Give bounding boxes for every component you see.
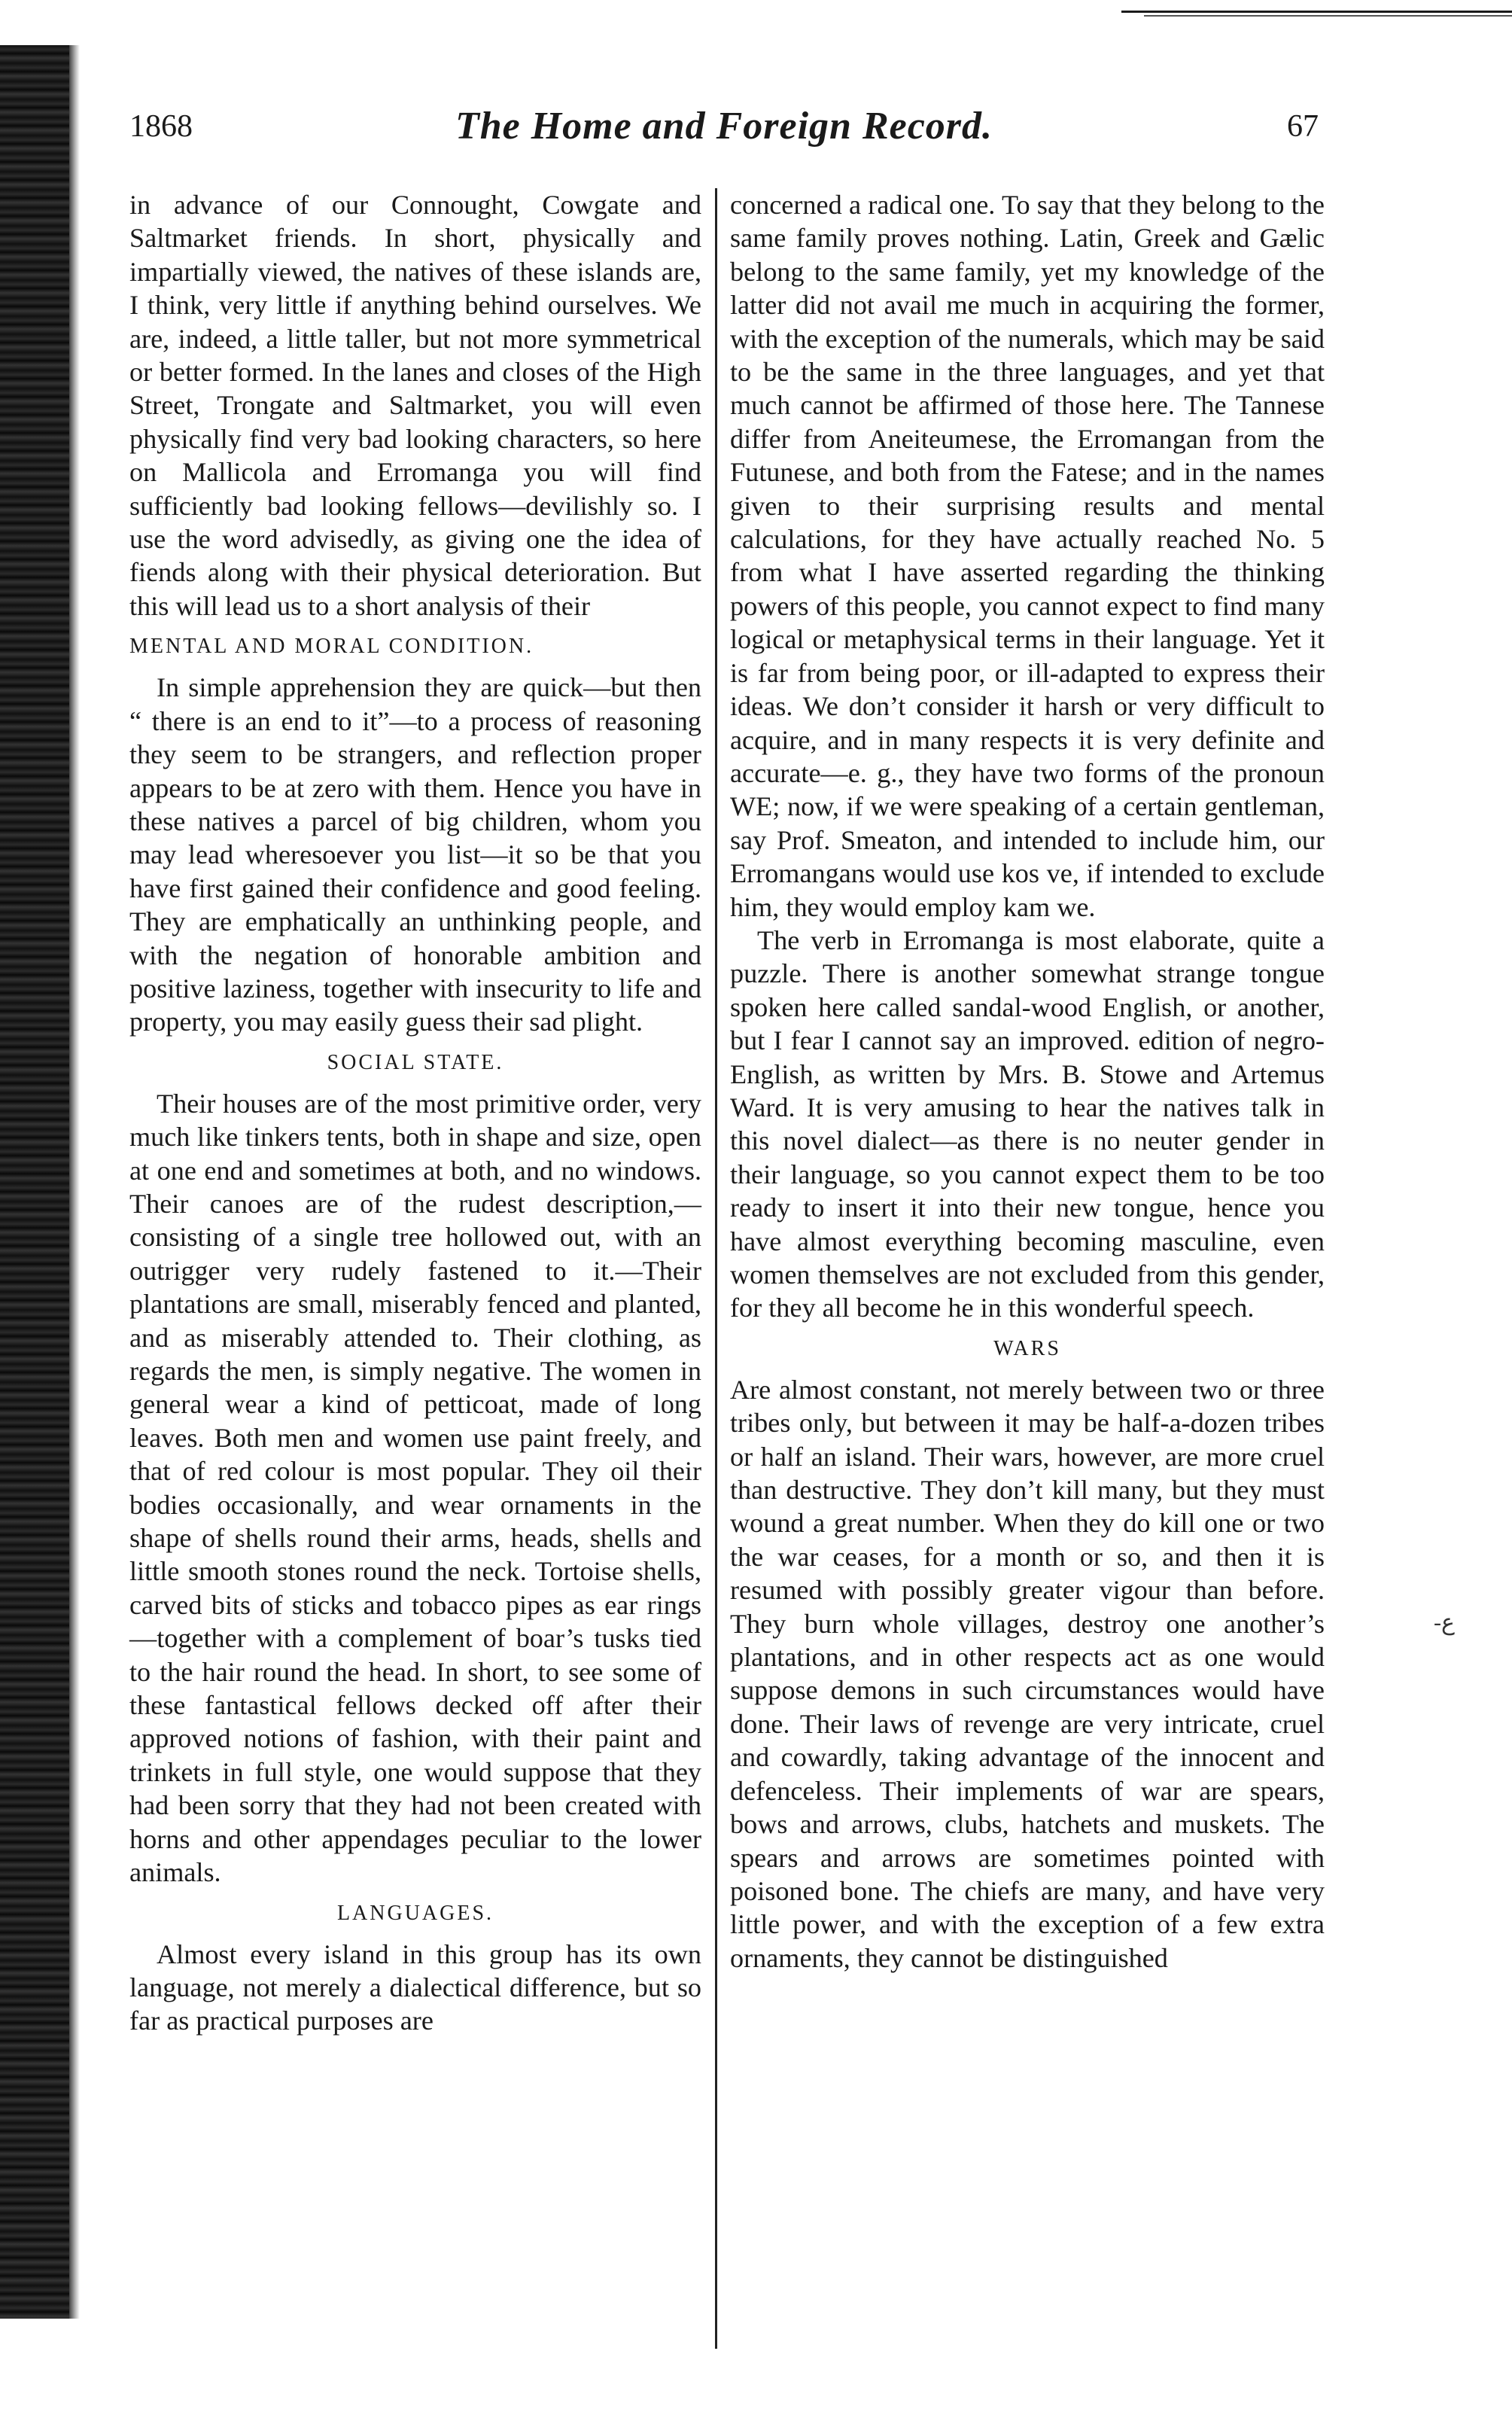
paragraph: The verb in Erromanga is most elaborate, quite a puzzle. There is another somewhat strange tongue spoken here called sandal-wood English, or another, but I fear I cannot say an improved. edition of negro-English, as written by Mrs. B. Stowe and Artemus Ward. It is very amusing to hear the natives talk in this novel dialect—as there is no neuter gender in their language, so you cannot expect them to be too ready to insert it into their new tongue, hence you have almost everything becoming masculine, even women themselves are not excluded from this gender, for they all become he in this wonderful speech. — [730, 924, 1325, 1323]
column-divider — [715, 188, 717, 2349]
page-number: 67 — [1287, 109, 1319, 144]
running-header — [129, 104, 1319, 164]
header-year: 1868 — [129, 109, 193, 144]
top-rule — [1121, 11, 1512, 13]
paragraph: concerned a radical one. To say that they belong to the same family proves nothing. Latin, Greek and Gælic belong to the same family, yet my knowledge of the latter did not avail me much in acquiring the former, with the exception of the numerals, which may be said to be the same in the three languages, and yet that much cannot be affirmed of those here. The Tannese differ from Aneiteumese, the Erromangan from the Futunese, and both from the Fatese; and in the names given to their surprising results and mental calculations, for they have actually reached No. 5 from what I have asserted regarding the thinking powers of this people, you cannot expect to find many logical or metaphysical terms in their language. Yet it is far from being poor, or ill-adapted to express their ideas. We don’t consider it harsh or very difficult to acquire, and in many respects it is very definite and accurate—e. g., they have two forms of the pronoun WE; now, if we were speaking of a certain gentleman, say Prof. Smeaton, and intended to include him, our Erromangans would use kos ve, if intended to exclude him, they would employ kam we. — [730, 190, 1325, 922]
paragraph: Almost every island in this group has its own language, not merely a dialectical difference, but so far as practical purposes are — [129, 1938, 701, 2036]
section-heading-languages: LANGUAGES. — [336, 1901, 494, 1925]
paragraph: Are almost constant, not merely between two or three tribes only, but between it may be half-a-dozen tribes or half an island. Their wars, however, are more cruel than destructive. They don’t kill many, but they must wound a great number. When they do kill one or two the war ceases, for a month or so, and then it is resumed with possibly greater vigour than before. They burn whole villages, destroy one another’s plantations, and in other respects act as one would suppose demons in such circumstances would have done. Their laws of revenge are very intricate, cruel and cowardly, taking advantage of the innocent and defenceless. Their implements of war are spears, bows and arrows, clubs, hatchets and muskets. The spears and arrows are sometimes pointed with poisoned bone. The chiefs are many, and have very little power, and with the exception of a few extra ornaments, they cannot be distinguished — [730, 1374, 1325, 1973]
section-heading-wars: WARS — [993, 1336, 1061, 1360]
margin-mark: -ع — [1434, 1610, 1455, 1635]
paragraph: Their houses are of the most primitive order, very much like tinkers tents, both in shape and size, open at one end and sometimes at both, and no windows. Their canoes are of the rudest description,—consisting of a single tree hollowed out, with an outrigger very rudely fastened to it.—Their plantations are small, miserably fenced and planted, and as miserably attended to. Their clothing, as regards the men, is simply negative. The women in general wear a kind of petticoat, made of long leaves. Both men and women use paint freely, and that of red colour is most popular. They oil their bodies occasionally, and wear ornaments in the shape of shells round their arms, heads, shells and little smooth stones round the neck. Tortoise shells, carved bits of sticks and tobacco pipes as ear rings—together with a complement of boar’s tusks tied to the hair round the head. In short, to see some of these fantastical fellows decked off after their approved notions of fashion, with their paint and trinkets in full style, one would suppose that they had been sorry that they had not been created with horns and other appendages peculiar to the lower animals. — [129, 1088, 701, 1888]
section-heading-social: SOCIAL STATE. — [327, 1050, 504, 1074]
paragraph: In simple apprehension they are quick—but then “ there is an end to it”—to a process of reasoning they seem to be strangers, and reflection proper appears to be at zero with them. Hence you have in these natives a parcel of big children, whom you may lead wheresoever you list—it so be that you have first gained their confidence and good feeling. They are emphatically an unthinking people, and with the negation of honorable ambition and positive laziness, together with insecurity to life and property, you may easily guess their sad plight. — [129, 672, 701, 1037]
top-rule-thin — [1144, 15, 1512, 17]
journal-title: The Home and Foreign Record. — [455, 105, 993, 148]
binding-shadow — [69, 45, 80, 2319]
right-column — [730, 188, 1325, 2356]
paragraph: in advance of our Connought, Cowgate and Saltmarket friends. In short, physically and impartially viewed, the natives of these islands are, I think, very little if anything behind ourselves. We are, indeed, a little taller, but not more symmetrical or better formed. In the lanes and closes of the High Street, Trongate and Saltmarket, you will even physically find very bad looking characters, so here on Mallicola and Erromanga you will find sufficiently bad looking fellows—devilishly so. I use the word advisedly, as giving one the idea of fiends along with their physical deterioration. But this will lead us to a short analysis of their — [129, 190, 701, 621]
section-heading-mental: MENTAL AND MORAL CONDITION. — [129, 635, 534, 659]
book-binding-edge — [0, 45, 69, 2319]
left-column — [129, 188, 701, 2356]
